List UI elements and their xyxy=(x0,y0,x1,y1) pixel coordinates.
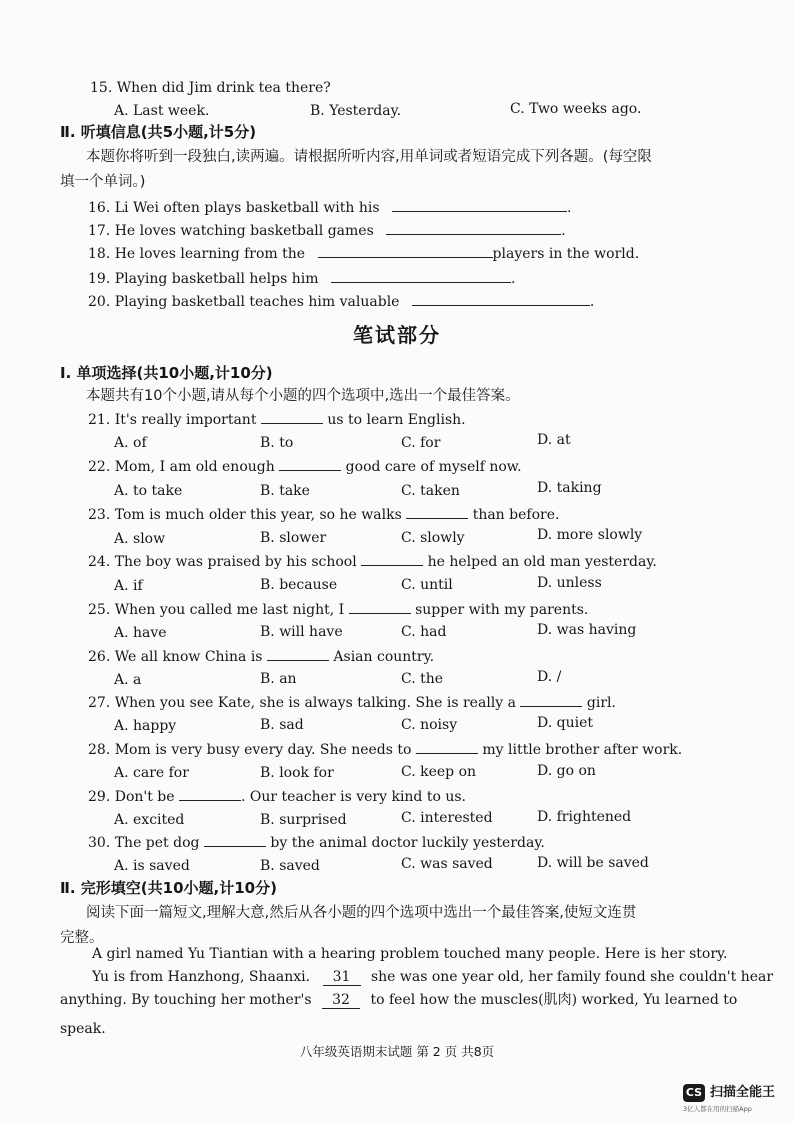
section-heading-listen-fill: Ⅱ. 听填信息(共5小题,计5分) xyxy=(60,123,257,141)
answer-blank xyxy=(520,692,582,707)
q22-option-b: B. take xyxy=(260,483,310,499)
q23-option-b: B. slower xyxy=(260,530,327,546)
cloze-paragraph-2-end: speak. xyxy=(60,1021,106,1037)
answer-blank xyxy=(279,456,341,471)
q27-option-d: D. quiet xyxy=(537,715,593,731)
q26-option-d: D. / xyxy=(537,669,562,685)
q22-option-c: C. taken xyxy=(401,483,460,499)
q28-option-a: A. care for xyxy=(114,765,189,781)
q15-option-a: A. Last week. xyxy=(114,103,210,119)
question-20: 20. Playing basketball teaches him valuable . xyxy=(88,291,594,312)
q24-option-c: C. until xyxy=(401,577,453,593)
question-15: 15. When did Jim drink tea there? xyxy=(90,80,331,96)
q29-option-d: D. frightened xyxy=(537,809,632,825)
answer-blank xyxy=(179,786,241,801)
cloze-paragraph-2: Yu is from Hanzhong, Shaanxi. 31 she was one year old, her family found she couldn't hear xyxy=(92,969,774,985)
question-17: 17. He loves watching basketball games . xyxy=(88,220,566,241)
q29-option-b: B. surprised xyxy=(260,812,347,828)
question-24: 24. The boy was praised by his school he helped an old man yesterday. xyxy=(88,551,657,572)
answer-blank xyxy=(416,739,478,754)
q29-option-a: A. excited xyxy=(114,812,185,828)
q25-option-c: C. had xyxy=(401,624,447,640)
question-22: 22. Mom, I am old enough good care of myself now. xyxy=(88,456,522,477)
answer-blank xyxy=(361,551,423,566)
cloze-blank-32: 32 xyxy=(322,992,360,1009)
q30-option-b: B. saved xyxy=(260,858,320,874)
q15-option-b: B. Yesterday. xyxy=(310,103,402,119)
cloze-instruction: 阅读下面一篇短文,理解大意,然后从各小题的四个选项中选出一个最佳答案,使短文连贯 xyxy=(86,905,637,921)
single-choice-instruction: 本题共有10个小题,请从每个小题的四个选项中,选出一个最佳答案。 xyxy=(86,388,520,404)
q27-option-a: A. happy xyxy=(114,718,177,734)
cloze-paragraph-2-cont: anything. By touching her mother's 32 to feel how the muscles(肌肉) worked, Yu learned to xyxy=(60,992,738,1008)
watermark-tagline: 3亿人都在用的扫描App xyxy=(683,1105,752,1113)
q30-option-d: D. will be saved xyxy=(537,855,649,871)
q27-option-b: B. sad xyxy=(260,717,304,733)
question-21: 21. It's really important us to learn English. xyxy=(88,409,466,430)
question-27: 27. When you see Kate, she is always talking. She is really a girl. xyxy=(88,692,616,713)
q28-option-b: B. look for xyxy=(260,765,334,781)
question-30: 30. The pet dog by the animal doctor luckily yesterday. xyxy=(88,832,545,853)
cloze-blank-31: 31 xyxy=(323,969,361,986)
answer-blank xyxy=(318,243,493,258)
q30-option-c: C. was saved xyxy=(401,856,493,872)
q15-option-c: C. Two weeks ago. xyxy=(510,101,642,117)
question-19: 19. Playing basketball helps him . xyxy=(88,268,515,289)
q25-option-b: B. will have xyxy=(260,624,343,640)
answer-blank xyxy=(386,220,561,235)
answer-blank xyxy=(261,409,323,424)
question-26: 26. We all know China is Asian country. xyxy=(88,646,434,667)
q23-option-c: C. slowly xyxy=(401,530,465,546)
answer-blank xyxy=(392,197,567,212)
answer-blank xyxy=(267,646,329,661)
listen-fill-instruction: 本题你将听到一段独白,读两遍。请根据所听内容,用单词或者短语完成下列各题。(每空限 xyxy=(86,149,652,165)
q21-option-c: C. for xyxy=(401,435,441,451)
q27-option-c: C. noisy xyxy=(401,717,458,733)
q24-option-a: A. if xyxy=(114,578,143,594)
q29-option-c: C. interested xyxy=(401,810,493,826)
q23-option-d: D. more slowly xyxy=(537,527,643,543)
q24-option-d: D. unless xyxy=(537,575,602,591)
section-heading-cloze: Ⅱ. 完形填空(共10小题,计10分) xyxy=(60,879,277,897)
q25-option-d: D. was having xyxy=(537,622,637,638)
q26-option-a: A. a xyxy=(114,672,142,688)
q21-option-d: D. at xyxy=(537,432,571,448)
question-28: 28. Mom is very busy every day. She needs to my little brother after work. xyxy=(88,739,682,760)
camscanner-logo-icon: CS xyxy=(683,1084,705,1102)
q26-option-b: B. an xyxy=(260,671,297,687)
page-footer: 八年级英语期末试题 第 2 页 共8页 xyxy=(299,1044,495,1059)
cloze-instruction-cont: 完整。 xyxy=(60,930,104,946)
question-16: 16. Li Wei often plays basketball with his . xyxy=(88,197,571,218)
watermark-app-name: 扫描全能王 xyxy=(710,1085,776,1100)
section-heading-single-choice: Ⅰ. 单项选择(共10小题,计10分) xyxy=(60,364,273,382)
q25-option-a: A. have xyxy=(114,625,167,641)
q23-option-a: A. slow xyxy=(114,531,166,547)
q22-option-a: A. to take xyxy=(114,483,183,499)
cloze-paragraph-1: A girl named Yu Tiantian with a hearing problem touched many people. Here is her story. xyxy=(92,946,728,962)
q22-option-d: D. taking xyxy=(537,480,602,496)
q21-option-b: B. to xyxy=(260,435,294,451)
q24-option-b: B. because xyxy=(260,577,338,593)
question-25: 25. When you called me last night, I supper with my parents. xyxy=(88,599,588,620)
answer-blank xyxy=(349,599,411,614)
q26-option-c: C. the xyxy=(401,671,444,687)
section-title-written: 笔试部分 xyxy=(353,323,441,347)
q21-option-a: A. of xyxy=(114,435,147,451)
answer-blank xyxy=(406,504,468,519)
q28-option-d: D. go on xyxy=(537,763,596,779)
question-29: 29. Don't be . Our teacher is very kind to us. xyxy=(88,786,466,807)
answer-blank xyxy=(204,832,266,847)
listen-fill-instruction-cont: 填一个单词。) xyxy=(60,174,146,190)
q30-option-a: A. is saved xyxy=(114,858,190,874)
answer-blank xyxy=(331,268,511,283)
answer-blank xyxy=(412,291,590,306)
q28-option-c: C. keep on xyxy=(401,764,477,780)
question-18: 18. He loves learning from the players in the world. xyxy=(88,243,639,264)
question-23: 23. Tom is much older this year, so he walks than before. xyxy=(88,504,559,525)
